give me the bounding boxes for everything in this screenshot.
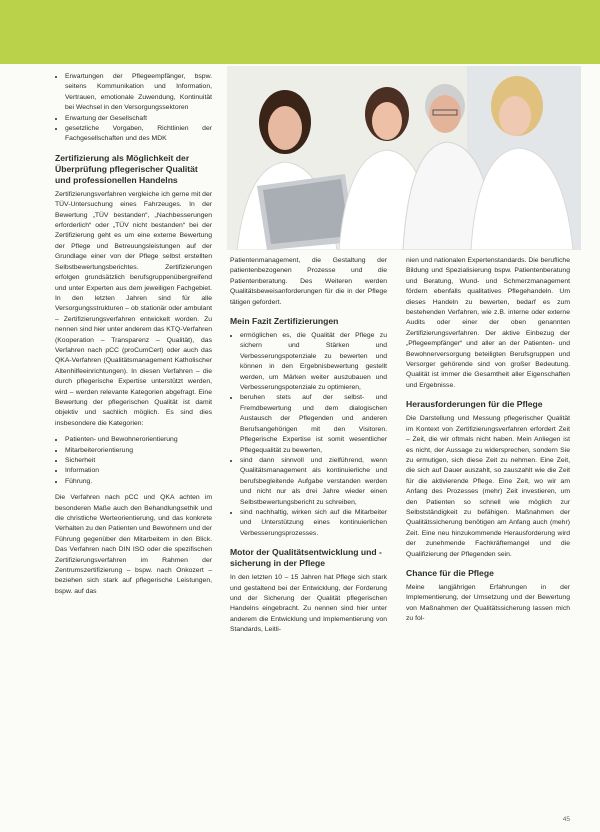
heading-chance: Chance für die Pflege [406, 567, 494, 578]
conclusion-list-item: • beruhen stets auf der selbst- und Fremdbewertung und dem dialogischen Austausch der Pflegenden und anderen Berufsangehörigen mit den Visitoren. Pflegerische Expertise ist somit wesentlicher Pflegequalität zu bewerten, [240, 393, 387, 455]
column-2 [230, 256, 387, 642]
category-list-item: • Sicherheit [65, 456, 212, 466]
intro-list [55, 72, 212, 145]
conclusion-list-item: • sind nachhaltig, wirken sich auf die Mitarbeiter und Unterstützung eines kontinuierlichen Verbesserungsprozesses. [240, 508, 387, 539]
paragraph: Die Darstellung und Messung pflegerischer Qualität im Kontext von Zertifizierungsverfahren erfordert Zeit – Zeit, die wir oftmals nicht haben. Mein Anliegen ist es nicht, der Aussage zu widersprechen, sondern Sie zu ermutigen, sich diese Zeit zu nehmen. Eine Zeit, die sich auf Dauer auszahlt, so zauszahlt wie die Zeit für die aktivierende Pflege. Eine Zeit, wo wir am Anfang des Prozesses (mehr) Zeit investieren, um den Patienten so schnell wie möglich zur Selbstständigkeit zu befähigen. Maßnahmen der Qualitätssicherung benötigen am Anfang auch (mehr) Zeit. Eine neu hinzukommende Herausforderung wird der zunehmende Fachkräftemangel und die Qualifizierung der Pflegenden sein. [406, 415, 570, 558]
intro-list-item: • Erwartung der Gesellschaft [65, 114, 212, 124]
paragraph: In den letzten 10 – 15 Jahren hat Pflege sich stark und gestaltend bei der Entwicklung, der Forderung und der Sicherung der Qualität pflegerischen Handelns eingebracht. Zu nennen sind hier unter anderem die Entwicklung und Implementierung von Standards, Leitli- [230, 574, 387, 634]
column-1 [55, 72, 212, 603]
conclusion-list-item: • sind dann sinnvoll und zielführend, wenn Qualitätsmanagement als kontinuierliche und berufsbegleitende Aufgabe verstanden werden und nicht nur als drei Jahre wieder einen Selbstbewertungsbericht zu schreiben, [240, 456, 387, 508]
category-list-item: • Information [65, 466, 212, 476]
heading-challenges: Herausforderungen für die Pflege [406, 399, 543, 410]
category-list [55, 435, 212, 487]
category-list-item: • Führung. [65, 477, 212, 487]
page-number: 45 [562, 816, 570, 823]
heading-certification: Zertifizierung als Möglichkeit der Überprüfung pflegerischer Qualität und professionellen Handelns [55, 152, 198, 185]
paragraph: Die Verfahren nach pCC und QKA achten im besonderen Maße auch den Behandlungsethik und die christliche Werteorientierung, und das konkrete Verhalten zu den Patienten und Bewohnern und der Führung gegenüber den Mitarbeitern in den Blick. Das Verfahren nach DIN ISO oder die spezifischen Zertifizierungsverfahren im Rahmen der Zentrumszertifizierung – bspw. nach Onkozert – beziehen sich stark auf pflegerische Leistungen, bspw. auf das [55, 494, 212, 595]
column-3 [406, 256, 570, 631]
conclusion-list-item: • ermöglichen es, die Qualität der Pflege zu sichern und Stärken und Verbesserungspotenziale zu bewerten und können in den Ergebnisbewertung gestellt werden, um Märken weiter auszubauen und Verbesserungspotenziale zu optimieren, [240, 331, 387, 393]
paragraph: Patientenmanagement, die Gestaltung der patientenbezogenen Prozesse und die Patientenberatung. Des Weiteren werden Qualitätsbeweisanforderungen für die in der Pflege tätigen gefordert. [230, 257, 387, 306]
heading-quality-motor: Motor der Qualitätsentwicklung und -sicherung in der Pflege [230, 547, 382, 569]
paragraph: nien und nationalen Expertenstandards. Die berufliche Bildung und Spezialisierung bspw. Patientenberatung und Beratung, Wund- und Schmerzmanagement fördern ebenfalls qualitatives Pflegehandeln. Um dieses Handeln zu bewerten, bedarf es zum bestehenden Verfahren, wie z.B. interne oder externe Audits oder einer der oben genannten Zertifizierungsverfahren. Der aktive Einbezug der „Pflegeempfänger“ und aller an der Patienten- und Bewohnerversorgung beteiligten Berufsgruppen und Versorger gehörende sind von großer Bedeutung. Qualität ist immer die Gesamtheit aller Eigenschaften und Ergebnisse. [406, 257, 570, 389]
heading-conclusion: Mein Fazit Zertifizierungen [230, 316, 339, 327]
team-photo [227, 66, 581, 250]
category-list-item: • Mitarbeiterorientierung [65, 446, 212, 456]
intro-list-item: • Erwartungen der Pflegeempfänger, bspw. seitens Kommunikation und Information, Vertrauen, emotionale Zuwendung, Kontinuität bei Wechsel in den Versorgungssektoren [65, 72, 212, 114]
category-list-item: • Patienten- und Bewohnerorientierung [65, 435, 212, 445]
header-color-bar [0, 0, 600, 64]
paragraph: Zertifizierungsverfahren vergleiche ich gerne mit der TÜV-Untersuchung eines Fahrzeuges. In der Bewertung „TÜV bestanden“, „Nachbesserungen erforderlich“ oder „TÜV nicht bestanden“ bei der Zertifizierung geht es um eine externe Bewertung der Pflege und Betreuungsleistungen auf der Grundlage einer von der Pflege selbst erstellten Selbstbewertungsberichtes. Zertifizierungen erfolgen grundsätzlich berufsgruppenübergreifend und unter Experten aus dem jeweiligen Fachgebiet. In den letzten Jahren sind für alle Versorgungsstrukturen – ob stationär oder ambulant – Zertifizierungsverfahren entwickelt worden. Zu nennen sind hier unter anderem das KTQ-Verfahren (Kooperation – Transparenz – Qualität), das Verfahren nach pCC (proCumCert) oder auch das QKA-Verfahren (Qualitätsmanagement Katholischer Altenhilfeeinrichtungen). In diesen Verfahren – die durch pflegerische Expertise unterstützt werden, wird – werden relevante Kategorien abgefragt. Eine Bewertung der pflegerischen Qualität ist damit objektiv und sachlich möglich. Es sind dies insbesondere die Kategorien: [55, 190, 212, 427]
conclusion-list [230, 331, 387, 539]
intro-list-item: • gesetzliche Vorgaben, Richtlinien der Fachgesellschaften und des MDK [65, 124, 212, 145]
paragraph: Meine langjährigen Erfahrungen in der Implementierung, der Umsetzung und der Bewertung von Maßnahmen der Qualitätssicherung lassen mich zu fol- [406, 583, 570, 623]
